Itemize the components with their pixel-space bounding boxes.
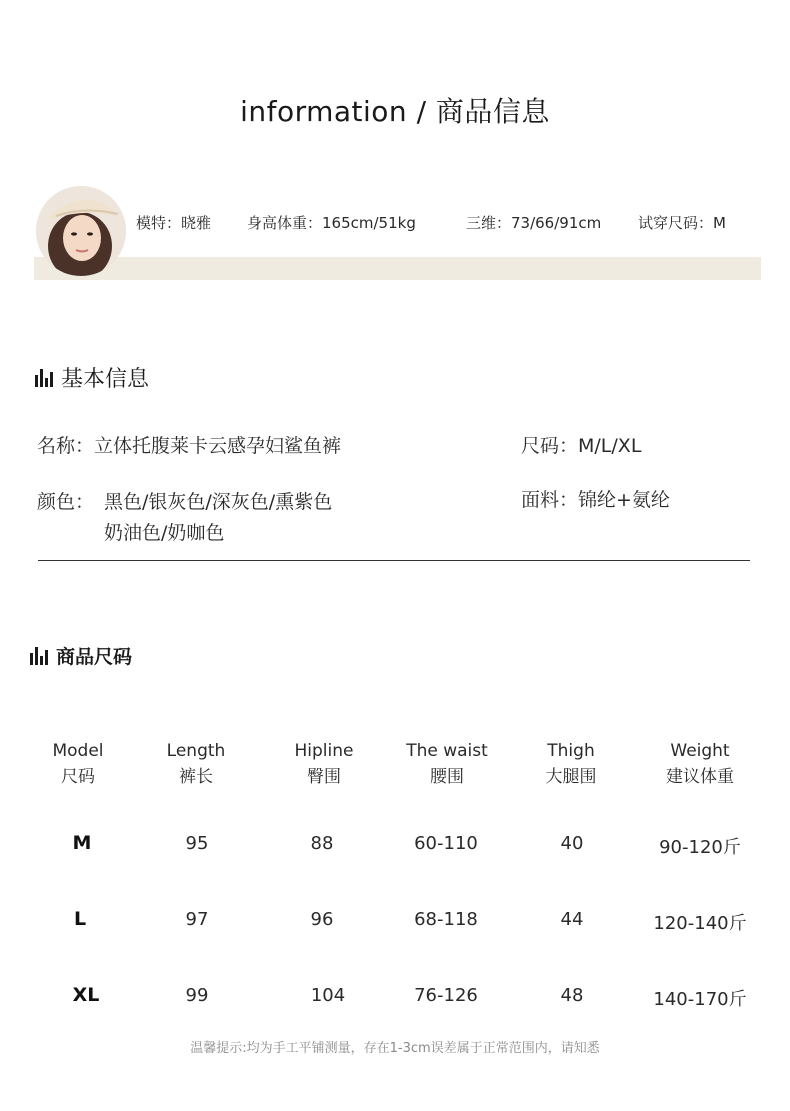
model-name: 模特：晓雅: [136, 214, 212, 232]
color-label: 颜色：: [37, 491, 95, 513]
product-name-row: [37, 431, 341, 458]
header-hipline: [264, 738, 384, 790]
row-thigh: 48: [560, 985, 584, 1006]
row-weight: 120-140斤: [653, 913, 747, 934]
header-thigh-zh: 大腿围: [545, 767, 597, 787]
header-thigh-en: Thigh: [547, 741, 595, 761]
row-hipline: 96: [310, 909, 334, 930]
measurement-note: 温馨提示:均为手工平铺测量，存在1-3cm误差属于正常范围内，请知悉: [190, 1041, 600, 1056]
row-weight: 140-170斤: [653, 989, 747, 1010]
product-name-label: 名称：: [37, 435, 95, 457]
header-thigh: [511, 738, 631, 790]
row-size-label: XL: [72, 984, 100, 1006]
header-waist-en: The waist: [406, 741, 488, 761]
header-weight-en: Weight: [670, 741, 730, 761]
header-waist: [387, 738, 507, 790]
size-chart-heading-text: 商品尺码: [56, 646, 133, 668]
row-length: 99: [185, 985, 209, 1006]
model-measurements: 三维：73/66/91cm: [466, 214, 602, 232]
row-thigh: 40: [560, 833, 584, 854]
size-value: M/L/XL: [578, 435, 642, 457]
row-thigh: 44: [560, 909, 584, 930]
row-length: 95: [185, 833, 209, 854]
row-weight: 90-120斤: [659, 837, 741, 858]
header-weight: [640, 738, 760, 790]
row-waist: 76-126: [414, 985, 478, 1006]
header-model-zh: 尺码: [61, 767, 95, 787]
model-height-weight: 身高体重：165cm/51kg: [247, 214, 416, 232]
header-weight-zh: 建议体重: [666, 767, 734, 787]
size-label: 尺码：: [521, 435, 579, 457]
size-row: [521, 431, 641, 458]
header-length-en: Length: [166, 741, 226, 761]
color-value-line1: 黑色/银灰色/深灰色/熏紫色: [104, 491, 333, 513]
header-waist-zh: 腰围: [430, 767, 464, 787]
fabric-label: 面料：: [521, 489, 579, 511]
fabric-row: [521, 485, 670, 512]
bar-chart-icon: [35, 369, 53, 387]
row-hipline: 104: [310, 985, 346, 1006]
header-length-zh: 裤长: [179, 767, 213, 787]
header-model: [18, 738, 138, 790]
model-avatar: [36, 186, 126, 276]
header-model-en: Model: [52, 741, 104, 761]
model-size-tried: 试穿尺码：M: [638, 214, 726, 232]
row-length: 97: [185, 909, 209, 930]
row-hipline: 88: [310, 833, 334, 854]
fabric-value: 锦纶+氨纶: [578, 489, 670, 511]
section-divider: [38, 560, 750, 561]
basic-info-heading: [35, 362, 149, 393]
header-length: [136, 738, 256, 790]
row-waist: 68-118: [414, 909, 478, 930]
row-size-label: M: [72, 832, 92, 854]
color-value-line2: 奶油色/奶咖色: [104, 522, 225, 544]
bar-chart-icon: [30, 647, 48, 665]
product-name-value: 立体托腹莱卡云感孕妇鲨鱼裤: [94, 435, 342, 457]
basic-info-heading-text: 基本信息: [61, 367, 150, 392]
model-info-band: [34, 257, 761, 280]
header-hipline-zh: 臀围: [307, 767, 341, 787]
row-waist: 60-110: [414, 833, 478, 854]
page-title: information / 商品信息: [240, 95, 550, 128]
size-chart-heading: [30, 642, 132, 669]
row-size-label: L: [73, 908, 87, 930]
header-hipline-en: Hipline: [294, 741, 354, 761]
